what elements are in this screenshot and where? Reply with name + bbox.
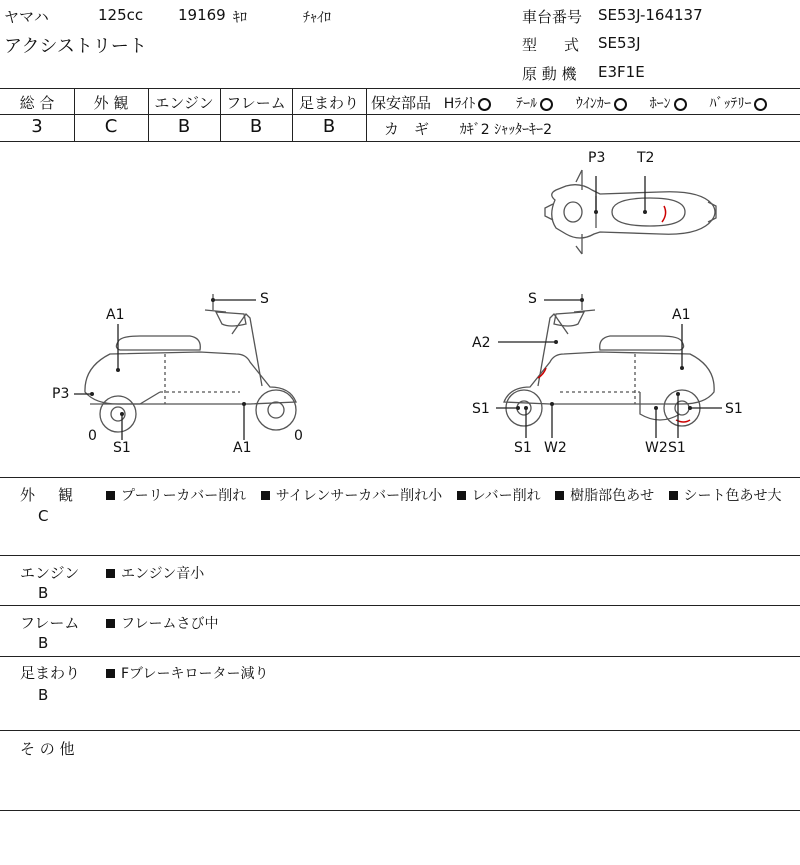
bullet-square-icon bbox=[106, 619, 115, 628]
label-left-p3: P3 bbox=[52, 386, 70, 402]
grade-header-overall: 総 合 bbox=[19, 94, 55, 112]
note-items-frame: フレームさび中 bbox=[106, 613, 218, 633]
part-battery: ﾊﾞｯﾃﾘｰ bbox=[709, 96, 767, 112]
note-cat-engine: エンジン bbox=[20, 564, 80, 582]
frame-no-label: 車台番号 bbox=[522, 8, 583, 26]
grade-frame: B bbox=[249, 116, 263, 137]
safety-parts-row bbox=[371, 92, 775, 113]
grade-header-engine: エンジン bbox=[154, 94, 214, 112]
note-grade-frame: B bbox=[38, 634, 49, 652]
key-value: ｶｷﾞ2 ｼｬｯﾀｰｷｰ2 bbox=[459, 122, 553, 138]
scooter-top-view bbox=[545, 170, 716, 254]
displacement: 125cc bbox=[98, 6, 144, 24]
note-grade-suspension: B bbox=[38, 686, 49, 704]
grade-header-frame: フレーム bbox=[226, 94, 286, 112]
bullet-square-icon bbox=[457, 491, 466, 500]
label-right-s1b: S1 bbox=[668, 440, 686, 456]
note-cat-frame: フレーム bbox=[20, 614, 80, 632]
note-grade-exterior: C bbox=[38, 507, 49, 525]
label-right-w2b: W2 bbox=[645, 440, 668, 456]
label-right-s1-rear: S1 bbox=[725, 401, 743, 417]
note-cat-suspension: 足まわり bbox=[20, 664, 81, 682]
label-right-a2: A2 bbox=[472, 335, 491, 351]
ok-circle-icon bbox=[754, 98, 767, 111]
part-winker: ｳｲﾝｶｰ bbox=[576, 96, 627, 112]
bullet-square-icon bbox=[669, 491, 678, 500]
bullet-square-icon bbox=[261, 491, 270, 500]
bullet-square-icon bbox=[106, 669, 115, 678]
grade-overall: 3 bbox=[31, 116, 43, 137]
key-row bbox=[384, 118, 552, 139]
label-top-p3: P3 bbox=[588, 150, 606, 166]
ok-circle-icon bbox=[614, 98, 627, 111]
note-items-exterior: プーリーカバー削れ サイレンサーカバー削れ小 レバー削れ 樹脂部色あせ シート色あせ大 bbox=[106, 485, 782, 505]
maker: ヤマハ bbox=[4, 8, 49, 26]
mileage: 19169 bbox=[178, 6, 226, 24]
label-right-s1-front: S1 bbox=[472, 401, 490, 417]
part-horn: ﾎｰﾝ bbox=[650, 96, 687, 112]
label-top-t2: T2 bbox=[637, 150, 655, 166]
key-label: カ ギ bbox=[384, 120, 430, 138]
ok-circle-icon bbox=[540, 98, 553, 111]
label-left-s1: S1 bbox=[113, 440, 131, 456]
bullet-square-icon bbox=[106, 491, 115, 500]
color: ﾁｬｲﾛ bbox=[303, 10, 331, 26]
grade-header-exterior: 外 観 bbox=[93, 94, 129, 112]
label-right-w2: W2 bbox=[544, 440, 567, 456]
mileage-unit: ｷﾛ bbox=[233, 10, 247, 26]
note-items-engine: エンジン音小 bbox=[106, 563, 204, 583]
note-items-suspension: Fブレーキローター減り bbox=[106, 663, 269, 683]
label-left-front-tire: 0 bbox=[88, 428, 97, 444]
label-right-s1-bottom: S1 bbox=[514, 440, 532, 456]
note-cat-exterior: 外 観 bbox=[20, 486, 78, 504]
note-grade-engine: B bbox=[38, 584, 49, 602]
model-name: アクシストリート bbox=[4, 36, 147, 57]
grade-exterior: C bbox=[104, 116, 118, 137]
label-left-rear-tire: 0 bbox=[294, 428, 303, 444]
label-right-a1: A1 bbox=[672, 307, 691, 323]
label-left-a1: A1 bbox=[106, 307, 125, 323]
engine-label: 原 動 機 bbox=[522, 65, 577, 83]
frame-no: SE53J-164137 bbox=[598, 6, 703, 24]
label-left-a1b: A1 bbox=[233, 440, 252, 456]
safety-parts-label: 保安部品 bbox=[371, 94, 432, 112]
engine-value: E3F1E bbox=[598, 63, 645, 81]
type-value: SE53J bbox=[598, 34, 641, 52]
ok-circle-icon bbox=[674, 98, 687, 111]
bullet-square-icon bbox=[555, 491, 564, 500]
type-label: 型 式 bbox=[522, 36, 586, 54]
label-right-s: S bbox=[528, 291, 537, 307]
bullet-square-icon bbox=[106, 569, 115, 578]
note-cat-other: そ の 他 bbox=[20, 740, 75, 758]
part-headlight: Hﾗｲﾄ bbox=[444, 96, 492, 112]
grade-engine: B bbox=[177, 116, 191, 137]
label-left-s: S bbox=[260, 291, 269, 307]
ok-circle-icon bbox=[478, 98, 491, 111]
grade-suspension: B bbox=[322, 116, 336, 137]
grade-header-suspension: 足まわり bbox=[298, 94, 359, 112]
part-tail: ﾃｰﾙ bbox=[516, 96, 553, 112]
